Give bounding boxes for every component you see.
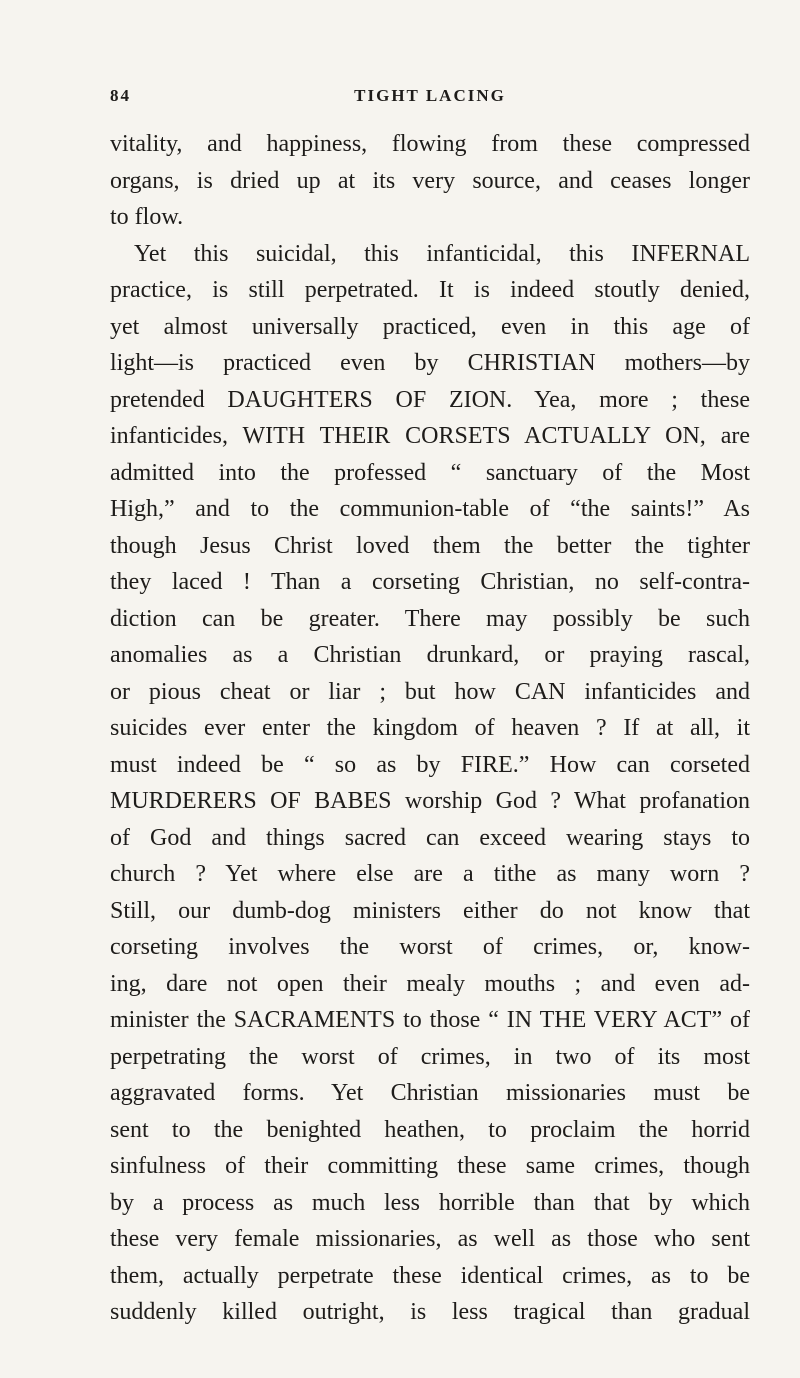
text-line: corseting involves the worst of crimes, or, know- (110, 934, 750, 960)
text-line: though Jesus Christ loved them the better the tighter (110, 532, 750, 559)
text-line: sent to the benighted heathen, to proclaim the horrid (110, 1116, 750, 1143)
text-line: or pious cheat or liar ; but how CAN infanticides and (110, 678, 750, 705)
text-line: MURDERERS OF BABES worship God ? What profanation (110, 788, 750, 814)
text-line: vitality, and happiness, flowing from these compressed (110, 131, 750, 157)
text-line: these very female missionaries, as well as those who sent (110, 1226, 750, 1252)
text-line: by a process as much less horrible than that by which (110, 1189, 750, 1216)
text-line: practice, is still perpetrated. It is indeed stoutly denied, (110, 277, 750, 303)
text-line: Still, our dumb-dog ministers either do not know that (110, 897, 750, 924)
text-line: diction can be greater. There may possibly be such (110, 605, 750, 632)
text-line: High,” and to the communion-table of “the saints!” As (110, 496, 750, 522)
text-line: infanticides, WITH THEIR CORSETS ACTUALLY ON, are (110, 423, 750, 449)
body-text (110, 126, 750, 1331)
running-head (110, 86, 750, 112)
page-number: 84 (110, 86, 131, 105)
text-line: aggravated forms. Yet Christian missionaries must be (110, 1080, 750, 1106)
running-title: TIGHT LACING (354, 86, 506, 105)
text-line: anomalies as a Christian drunkard, or praying rascal, (110, 642, 750, 668)
text-line: they laced ! Than a corseting Christian, no self-contra- (110, 569, 750, 595)
text-line: them, actually perpetrate these identical crimes, as to be (110, 1262, 750, 1289)
text-line: to flow. (110, 204, 184, 230)
text-line: suddenly killed outright, is less tragical than gradual (110, 1299, 750, 1325)
text-line: yet almost universally practiced, even in this age of (110, 313, 750, 340)
text-line: suicides ever enter the kingdom of heaven ? If at all, it (110, 715, 750, 741)
text-line: light—is practiced even by CHRISTIAN mothers—by (110, 350, 750, 376)
text-line: of God and things sacred can exceed wearing stays to (110, 824, 750, 851)
text-line: must indeed be “ so as by FIRE.” How can corseted (110, 751, 750, 778)
text-line: perpetrating the worst of crimes, in two of its most (110, 1043, 750, 1070)
text-line: ing, dare not open their mealy mouths ; and even ad- (110, 970, 750, 997)
text-line: Yet this suicidal, this infanticidal, this INFERNAL (134, 240, 750, 267)
text-line: sinfulness of their committing these same crimes, though (110, 1153, 750, 1179)
text-line: pretended DAUGHTERS OF ZION. Yea, more ; these (110, 386, 750, 413)
text-line: organs, is dried up at its very source, and ceases longer (110, 167, 750, 194)
text-line: minister the SACRAMENTS to those “ IN THE VERY ACT” of (110, 1007, 750, 1033)
text-line: admitted into the professed “ sanctuary of the Most (110, 459, 750, 486)
text-line: church ? Yet where else are a tithe as many worn ? (110, 861, 750, 887)
